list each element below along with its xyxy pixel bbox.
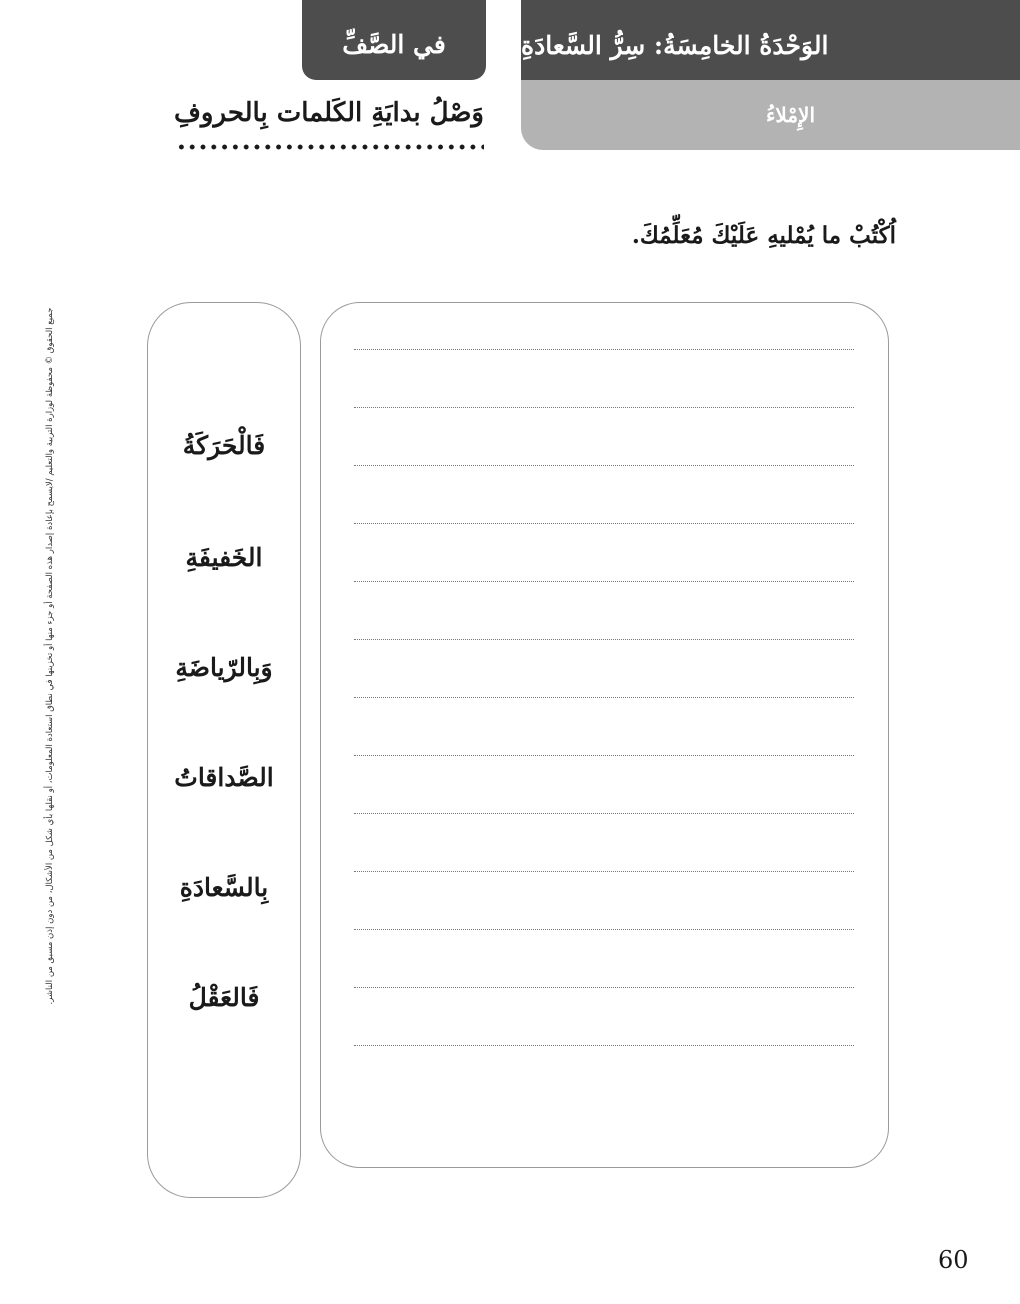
writing-line[interactable] [354, 871, 854, 872]
writing-line[interactable] [354, 755, 854, 756]
word-list-box [147, 302, 301, 1198]
writing-area[interactable] [320, 302, 889, 1168]
copyright-note: جميع الحقوق © محفوظة لوزارة التربية والتعليم /لايسمح بإعادة إصدار هذه الصفحة أو جزء منها أو تخزينها في نطاق استعادة المعلومات، أو نقلها بأي شكل من الأشكال، من دون إذن مسبق من الناشر. [45, 307, 55, 1005]
writing-line[interactable] [354, 639, 854, 640]
word-item: بِالسَّعادَةِ [179, 873, 269, 902]
writing-line[interactable] [354, 465, 854, 466]
section-title: الإِمْلاءُ [521, 80, 1020, 150]
word-item: وَبِالرّياضَةِ [175, 653, 273, 682]
writing-line[interactable] [354, 523, 854, 524]
word-item: فَالعَقْلُ [188, 983, 260, 1012]
writing-line[interactable] [354, 407, 854, 408]
page-number: 60 [938, 1246, 969, 1274]
lesson-title: وَصْلُ بدايَةِ الكَلمات بِالحروفِ [173, 98, 484, 128]
writing-line[interactable] [354, 1045, 854, 1046]
writing-line[interactable] [354, 697, 854, 698]
writing-line[interactable] [354, 581, 854, 582]
writing-line[interactable] [354, 813, 854, 814]
unit-title: الوَحْدَةُ الخامِسَةُ: سِرُّ السَّعادَةِ [521, 0, 1020, 80]
word-item: الخَفيفَةِ [185, 543, 263, 572]
writing-line[interactable] [354, 349, 854, 350]
exercise-instruction: اُكْتُبْ ما يُمْليهِ عَلَيْكَ مُعَلِّمُكَ. [631, 222, 896, 249]
word-item: الصَّداقاتُ [174, 763, 274, 792]
writing-line[interactable] [354, 987, 854, 988]
writing-line[interactable] [354, 929, 854, 930]
title-dotted-underline [176, 143, 484, 151]
class-tab: في الصَّفِّ [302, 0, 486, 80]
copyright-sidebar [40, 306, 60, 1006]
word-item: فَالْحَرَكَةُ [182, 431, 266, 460]
